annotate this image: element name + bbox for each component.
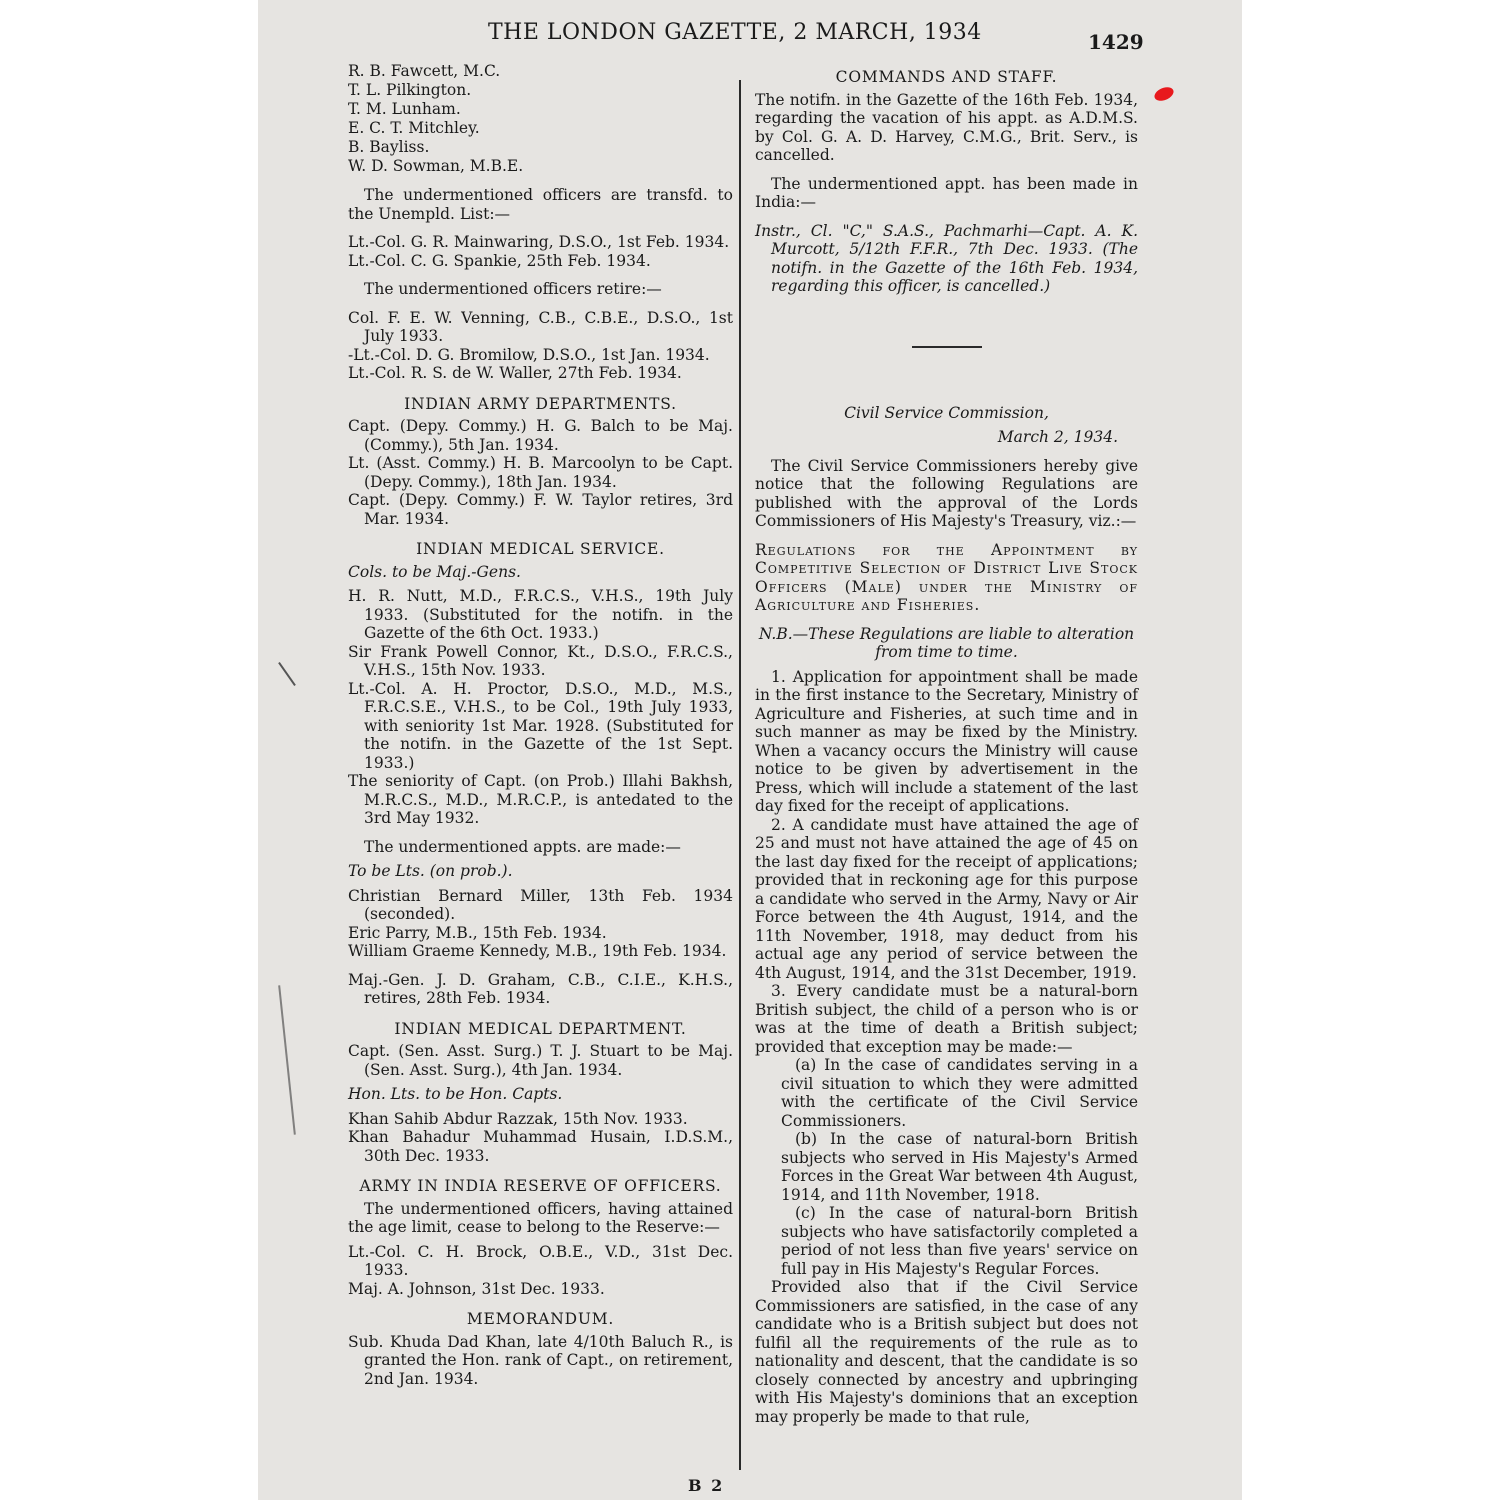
- regulation-clause: 2. A candidate must have attained the age of 25 and must not have attained the age of 45 on the last day fixed for the receipt of applications; provided that in reckoning age for this purpose a candidate who served in the Army, Navy or Air Force between the 4th August, 1914, and the 11th November, 1918, may deduct from his actual age any period of service between the 4th August, 1914, and the 31st December, 1919.: [755, 815, 1138, 982]
- column-rule: [739, 80, 741, 1470]
- commission-date: March 2, 1934.: [997, 428, 1118, 446]
- officer-entry: Lt.-Col. R. S. de W. Waller, 27th Feb. 1934.: [348, 364, 682, 382]
- name-entry: W. D. Sowman, M.B.E.: [348, 157, 524, 175]
- officer-entry: -Lt.-Col. D. G. Bromilow, D.S.O., 1st Jan. 1934.: [348, 345, 710, 364]
- section-heading: COMMANDS AND STAFF.: [835, 68, 1058, 86]
- regulation-subclause: (c) In the case of natural-born British subjects who have satisfactorily completed a period of not less than five years' service on full pay in His Majesty's Regular Forces.: [781, 1204, 1138, 1278]
- officer-entry: Lt.-Col. A. H. Proctor, D.S.O., M.D., M.S., F.R.C.S.E., V.H.S., to be Col., 19th July 1933, with seniority 1st Mar. 1928. (Substituted for the notifn. in the Gazette of the 1st Sept. 1933.): [348, 679, 733, 772]
- officer-entry: Christian Bernard Miller, 13th Feb. 1934 (seconded).: [348, 886, 733, 923]
- name-entry: T. M. Lunham.: [348, 100, 461, 118]
- officer-entry: Khan Sahib Abdur Razzak, 15th Nov. 1933.: [348, 1109, 688, 1128]
- margin-scratch: [278, 662, 296, 686]
- officer-entry: Sir Frank Powell Connor, Kt., D.S.O., F.R.C.S., V.H.S., 15th Nov. 1933.: [348, 642, 733, 679]
- margin-scratch: [278, 985, 296, 1134]
- subheading: Hon. Lts. to be Hon. Capts.: [348, 1085, 563, 1103]
- regulation-subclause: (b) In the case of natural-born British subjects who served in His Majesty's Armed Forces in the Great War between 4th August, 1914, and 11th November, 1918.: [781, 1130, 1138, 1204]
- subheading: Cols. to be Maj.-Gens.: [348, 562, 521, 581]
- right-column: [755, 68, 1138, 1426]
- left-column: [348, 62, 733, 1388]
- regulation-clause: 1. Application for appointment shall be made in the first instance to the Secretary, Ministry of Agriculture and Fisheries, at such time and in such manner as may be fixed by the Ministry. When a vacancy occurs the Ministry will cause notice to be given by advertisement in the Press, which will include a statement of the last day fixed for the receipt of applications.: [755, 667, 1138, 815]
- name-entry: R. B. Fawcett, M.C.: [348, 62, 501, 80]
- regulation-subclause: (a) In the case of candidates serving in a civil situation to which they were admitted with the certificate of the Civil Service Commissioners.: [781, 1056, 1138, 1130]
- regulation-proviso: Provided also that if the Civil Service Commissioners are satisfied, in the case of any candidate who is a British subject but does not fulfil all the requirements of the rule as to nationality and descent, that the candidate is so closely connected by ancestry and upbringing with His Majesty's dominions that an exception may properly be made to that rule,: [755, 1278, 1138, 1426]
- regulation-clause: 3. Every candidate must be a natural-born British subject, the child of a person who is or was at the time of death a British subject; provided that exception may be made:—: [755, 982, 1138, 1056]
- section-heading: MEMORANDUM.: [466, 1310, 615, 1328]
- officer-entry: Capt. (Depy. Commy.) H. G. Balch to be Maj. (Commy.), 5th Jan. 1934.: [348, 417, 733, 454]
- officer-entry: H. R. Nutt, M.D., F.R.C.S., V.H.S., 19th July 1933. (Substituted for the notifn. in the Gazette of the 6th Oct. 1933.): [348, 587, 733, 642]
- notice-paragraph: The undermentioned appt. has been made in India:—: [755, 174, 1138, 211]
- subheading: To be Lts. (on prob.).: [348, 862, 513, 880]
- gazette-page: [258, 0, 1242, 1500]
- officer-entry: William Graeme Kennedy, M.B., 19th Feb. 1934.: [348, 942, 727, 960]
- notice-paragraph: The undermentioned appts. are made:—: [364, 837, 681, 856]
- name-entry: B. Bayliss.: [348, 138, 430, 156]
- page-number: 1429: [1088, 30, 1144, 54]
- appointment-entry: Instr., Cl. "C," S.A.S., Pachmarhi—Capt. A. K. Murcott, 5/12th F.F.R., 7th Dec. 1933. (The notifn. in the Gazette of the 16th Feb. 1934, regarding this officer, is cancelled.): [755, 221, 1138, 295]
- memorandum-entry: Sub. Khuda Dad Khan, late 4/10th Baluch R., is granted the Hon. rank of Capt., on retirement, 2nd Jan. 1934.: [348, 1332, 733, 1388]
- red-ink-mark: [1152, 85, 1175, 104]
- section-heading: INDIAN MEDICAL DEPARTMENT.: [394, 1019, 687, 1038]
- commission-name: Civil Service Commission,: [844, 403, 1049, 422]
- signature-mark: B 2: [688, 1476, 725, 1495]
- section-divider: [912, 346, 982, 348]
- notice-paragraph: The undermentioned officers are transfd. to the Unempld. List:—: [348, 186, 733, 223]
- officer-entry: Eric Parry, M.B., 15th Feb. 1934.: [348, 923, 607, 942]
- section-heading: INDIAN ARMY DEPARTMENTS.: [404, 394, 677, 413]
- officer-entry: Lt.-Col. C. G. Spankie, 25th Feb. 1934.: [348, 251, 651, 270]
- regulations-title: Regulations for the Appointment by Competitive Selection of District Live Stock Officers (Male) under the Ministry of Agriculture and Fisheries.: [755, 540, 1138, 614]
- officer-entry: Lt.-Col. C. H. Brock, O.B.E., V.D., 31st Dec. 1933.: [348, 1242, 733, 1279]
- notice-paragraph: The undermentioned officers, having attained the age limit, cease to belong to the Reserve:—: [348, 1199, 733, 1236]
- page-header: [258, 18, 1242, 54]
- name-entry: T. L. Pilkington.: [348, 81, 472, 99]
- officer-entry: Lt.-Col. G. R. Mainwaring, D.S.O., 1st Feb. 1934.: [348, 233, 730, 251]
- officer-entry: Khan Bahadur Muhammad Husain, I.D.S.M., 30th Dec. 1933.: [348, 1128, 733, 1165]
- notice-paragraph: The undermentioned officers retire:—: [364, 280, 662, 298]
- section-heading: ARMY IN INDIA RESERVE OF OFFICERS.: [359, 1177, 722, 1195]
- officer-entry: Col. F. E. W. Venning, C.B., C.B.E., D.S.O., 1st July 1933.: [348, 308, 733, 345]
- notice-paragraph: The Civil Service Commissioners hereby give notice that the following Regulations are published with the approval of the Lords Commissioners of His Majesty's Treasury, viz.:—: [755, 456, 1138, 530]
- notice-paragraph: The notifn. in the Gazette of the 16th Feb. 1934, regarding the vacation of his appt. as A.D.M.S. by Col. G. A. D. Harvey, C.M.G., Brit. Serv., is cancelled.: [755, 90, 1138, 164]
- header-title: THE LONDON GAZETTE, 2 MARCH, 1934: [488, 20, 982, 45]
- officer-entry: Maj.-Gen. J. D. Graham, C.B., C.I.E., K.H.S., retires, 28th Feb. 1934.: [348, 970, 733, 1007]
- section-heading: INDIAN MEDICAL SERVICE.: [416, 540, 665, 558]
- officer-entry: The seniority of Capt. (on Prob.) Illahi Bakhsh, M.R.C.S., M.D., M.R.C.P., is antedated to the 3rd May 1932.: [348, 772, 733, 827]
- officer-entry: Capt. (Depy. Commy.) F. W. Taylor retires, 3rd Mar. 1934.: [348, 491, 733, 528]
- name-entry: E. C. T. Mitchley.: [348, 119, 480, 137]
- officer-entry: Maj. A. Johnson, 31st Dec. 1933.: [348, 1279, 605, 1298]
- nota-bene: N.B.—These Regulations are liable to alteration from time to time.: [758, 624, 1135, 661]
- officer-entry: Lt. (Asst. Commy.) H. B. Marcoolyn to be Capt. (Depy. Commy.), 18th Jan. 1934.: [348, 454, 733, 491]
- officer-entry: Capt. (Sen. Asst. Surg.) T. J. Stuart to be Maj. (Sen. Asst. Surg.), 4th Jan. 1934.: [348, 1042, 733, 1079]
